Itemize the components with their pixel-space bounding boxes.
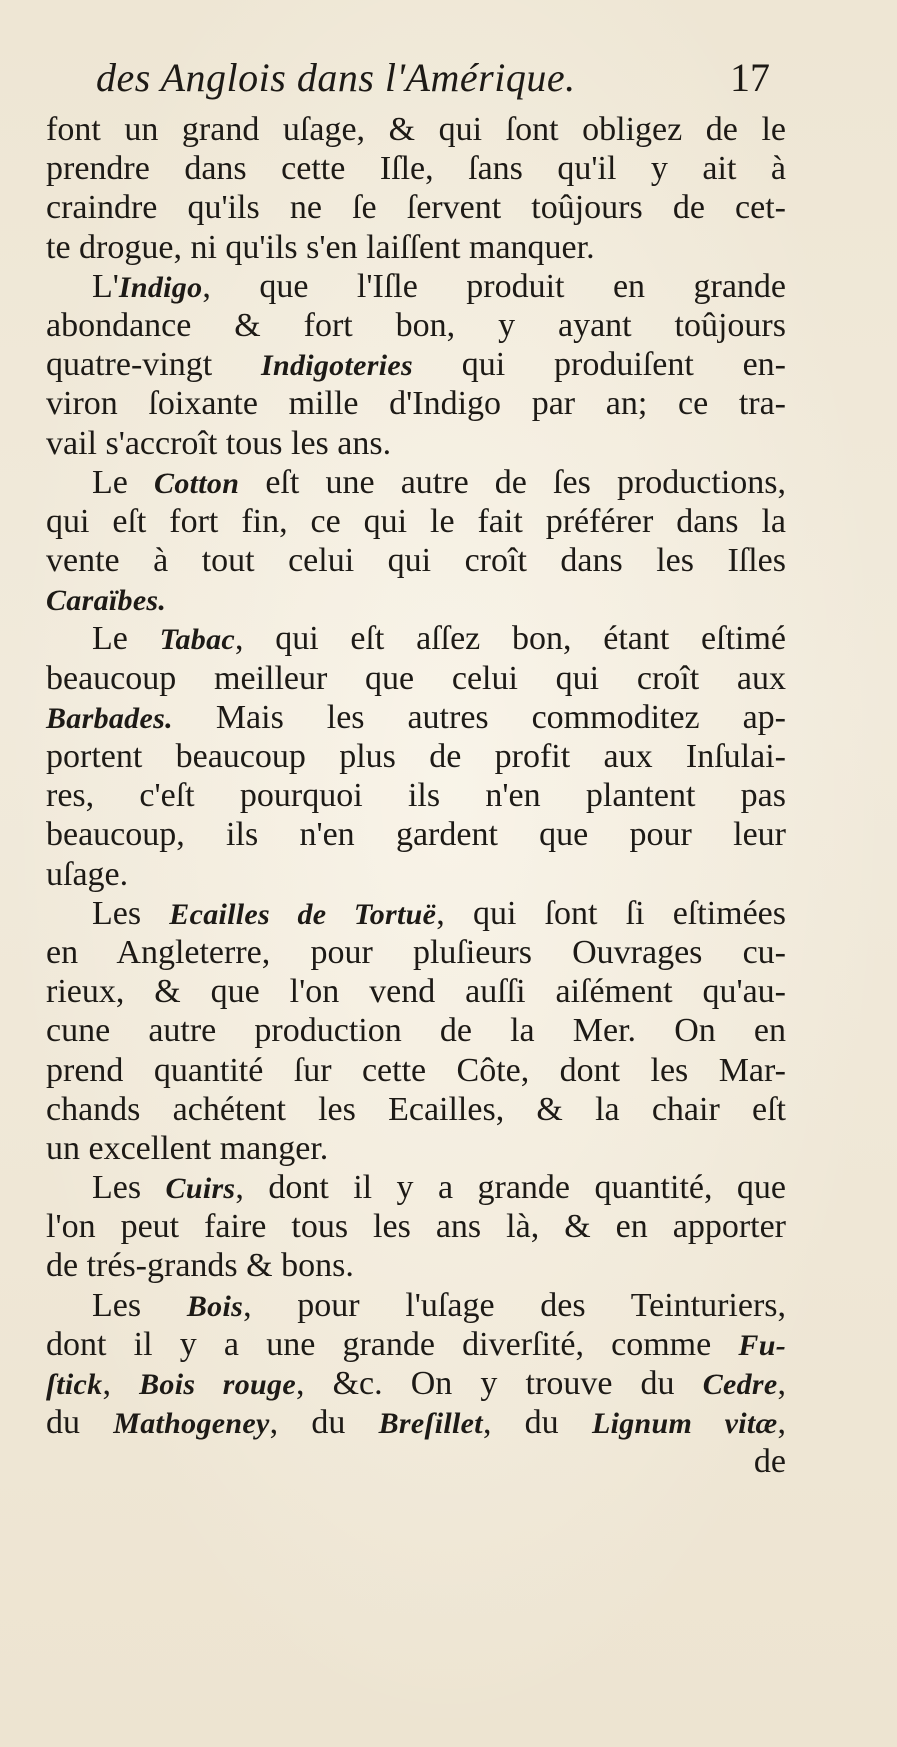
text-line (46, 1403, 786, 1442)
text-line (46, 267, 786, 306)
text-run: te drogue, ni qu'ils s'en laiſſent manquer. (46, 228, 595, 266)
text-line (46, 894, 786, 933)
text-run: Mais les autres commoditez ap- (172, 698, 786, 736)
text-run: vail s'accroît tous les ans. (46, 424, 392, 462)
text-run: rieux, & que l'on vend auſſi aiſément qu'au- (46, 973, 786, 1011)
text-line (46, 698, 786, 737)
italic-term: ſtick (46, 1368, 103, 1401)
text-line (46, 149, 786, 188)
text-run: , qui ſont ſi eſtimées (436, 894, 787, 932)
text-line (46, 855, 786, 894)
italic-term: Cotton (154, 466, 240, 500)
text-line (46, 1246, 786, 1285)
page-header (96, 48, 770, 108)
text-line (46, 110, 786, 149)
italic-term: Bois (186, 1289, 244, 1323)
text-line (46, 619, 786, 658)
text-line (46, 737, 786, 776)
italic-term: Fu- (738, 1328, 786, 1362)
text-run: cune autre production de la Mer. On en (46, 1012, 786, 1050)
text-run: font un grand uſage, & qui ſont obligez de le (46, 111, 786, 148)
italic-term: Mathogeney (113, 1407, 270, 1441)
catchword: de (753, 1443, 786, 1481)
text-line (46, 345, 786, 384)
text-run: , (777, 1365, 787, 1402)
text-run: Les (92, 1286, 187, 1324)
text-run: dont il y a une grande diverſité, comme (46, 1325, 739, 1363)
text-run: Les (92, 894, 170, 932)
text-line (46, 1129, 786, 1168)
text-line (46, 776, 786, 815)
text-run: l'on peut faire tous les ans là, & en apporter (46, 1208, 786, 1246)
italic-term: Caraïbes. (46, 584, 167, 618)
text-line (46, 1090, 786, 1129)
text-line (46, 1364, 786, 1403)
text-run: , du (269, 1404, 379, 1442)
italic-term: Cuirs (165, 1172, 236, 1206)
text-run: vente à tout celui qui croît dans les Iſles (46, 542, 786, 580)
text-line (46, 188, 786, 227)
text-line (46, 1051, 786, 1090)
text-run: en Angleterre, pour pluſieurs Ouvrages cu- (46, 933, 786, 971)
italic-term: Indigoteries (260, 349, 413, 383)
text-run: res, c'eſt pourquoi ils n'en plantent pas (46, 777, 786, 815)
text-run: , dont il y a grande quantité, que (235, 1169, 787, 1207)
text-run: , qui eſt aſſez bon, étant eſtimé (234, 620, 786, 658)
text-run: du (46, 1404, 114, 1442)
page-number: 17 (730, 55, 770, 100)
text-line (46, 541, 786, 580)
text-line (46, 1207, 786, 1246)
text-run: prend quantité ſur cette Côte, dont les Mar- (46, 1051, 786, 1089)
text-run: viron ſoixante mille d'Indigo par an; ce tra- (46, 385, 786, 423)
text-line (46, 384, 786, 423)
text-line (46, 933, 786, 972)
text-run: eſt une autre de ſes productions, (239, 463, 787, 501)
text-run: un excellent manger. (46, 1129, 329, 1167)
text-run: , que l'Iſle produit en grande (202, 267, 786, 305)
italic-term: Tabac (159, 623, 235, 657)
text-run: L' (92, 267, 119, 305)
text-run: Les (92, 1169, 166, 1207)
text-line (46, 659, 786, 698)
italic-term: Barbades. (46, 701, 173, 735)
text-line (46, 580, 786, 619)
text-run: abondance & fort bon, y ayant toûjours (46, 306, 786, 344)
italic-term: Cedre (702, 1368, 778, 1401)
text-run: beaucoup meilleur que celui qui croît aux (46, 659, 786, 697)
text-run: , pour l'uſage des Teinturiers, (243, 1286, 786, 1324)
text-run: chands achétent les Ecailles, & la chair eſt (46, 1090, 786, 1128)
text-run: , du (482, 1404, 592, 1442)
text-run: de trés-grands & bons. (46, 1247, 354, 1285)
text-line (46, 424, 786, 463)
text-run: uſage. (46, 855, 129, 893)
italic-term: Bois rouge (139, 1368, 296, 1401)
text-line (46, 502, 786, 541)
text-run: craindre qu'ils ne ſe ſervent toûjours de cet- (46, 189, 786, 227)
text-run: qui eſt fort fin, ce qui le fait préférer dans la (46, 502, 786, 540)
italic-term: Indigo (118, 270, 203, 304)
text-run: prendre dans cette Iſle, ſans qu'il y ait à (46, 150, 786, 188)
text-line (46, 1168, 786, 1207)
italic-term: Ecailles de Tortuë (169, 897, 437, 931)
text-line (46, 1011, 786, 1050)
text-line (46, 306, 786, 345)
text-run: , (777, 1404, 786, 1442)
body-text (46, 110, 786, 1482)
text-line (46, 972, 786, 1011)
running-head: des Anglois dans l'Amérique. (96, 55, 576, 100)
italic-term: Lignum vitæ (591, 1407, 778, 1441)
text-run: Le (92, 620, 160, 658)
text-run: portent beaucoup plus de profit aux Inſulai- (46, 738, 786, 775)
italic-term: Breſillet (378, 1407, 483, 1441)
text-run: , (102, 1365, 140, 1402)
text-line (46, 463, 786, 502)
text-run: Le (92, 463, 155, 501)
text-run: quatre-vingt (46, 346, 261, 384)
text-run: , &c. On y trouve du (295, 1365, 703, 1402)
text-line (46, 1286, 786, 1325)
text-run: beaucoup, ils n'en gardent que pour leur (46, 816, 786, 854)
text-line (46, 815, 786, 854)
text-line (46, 228, 786, 267)
text-run: qui produiſent en- (412, 346, 786, 384)
text-line (46, 1325, 786, 1364)
